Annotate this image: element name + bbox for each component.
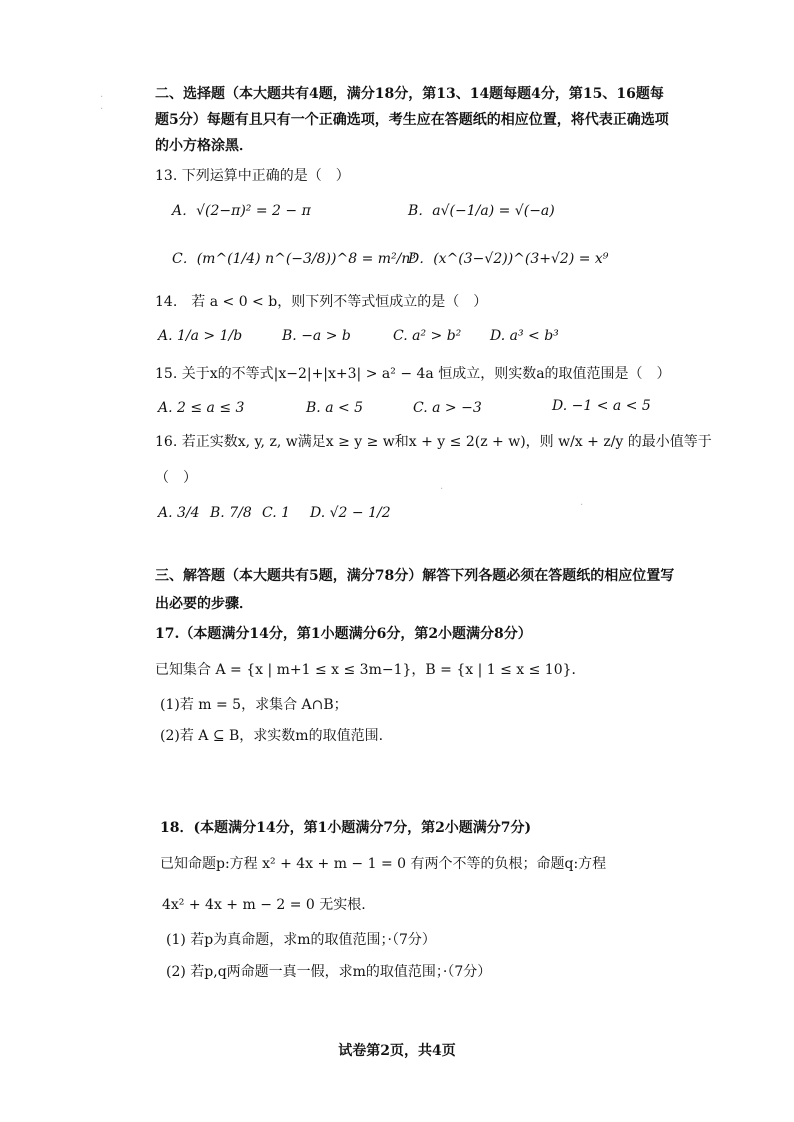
section3-title-line2: 出必要的步骤． (155, 596, 253, 612)
q13-option-a: A．√(2−π)² = 2 − π (172, 203, 311, 219)
q18-given-line1: 已知命题p:方程 x² + 4x + m − 1 = 0 有两个不等的负根；命题q:方程 (160, 856, 607, 872)
q13-option-b: B．a√(−1/a) = √(−a) (408, 203, 555, 219)
q14-option-a: A. 1/a > 1/b (158, 328, 243, 344)
q17-part2: (2)若 A ⊆ B，求实数m的取值范围. (160, 728, 384, 744)
section2-title-line2: 题5分）每题有且只有一个正确选项，考生应在答题纸的相应位置，将代表正确选项 (155, 112, 669, 128)
q14-stem: 14. 若 a < 0 < b，则下列不等式恒成立的是（ ） (155, 294, 488, 310)
q16-paren: （ ） (155, 470, 197, 486)
scan-speck: · (580, 500, 584, 511)
q16-option-a: A. 3/4 (158, 505, 200, 521)
scan-speck: · (100, 104, 104, 115)
q15-stem: 15. 关于x的不等式|x−2|+|x+3| > a² − 4a 恒成立，则实数a的取值范围是（ ） (155, 366, 671, 382)
q17-header: 17.（本题满分14分，第1小题满分6分，第2小题满分8分） (155, 626, 532, 642)
q18-part1: (1) 若p为真命题，求m的取值范围；·（7分） (166, 932, 436, 948)
q17-part1: (1)若 m = 5，求集合 A∩B； (160, 697, 348, 713)
q16-option-d: D. √2 − 1/2 (310, 505, 391, 521)
section2-title-line3: 的小方格涂黑． (155, 138, 253, 154)
q18-given-line2: 4x² + 4x + m − 2 = 0 无实根. (162, 897, 366, 913)
q14-option-b: B. −a > b (282, 328, 351, 344)
q16-stem: 16. 若正实数x, y, z, w满足x ≥ y ≥ w和x + y ≤ 2(z + w)，则 w/x + z/y 的最小值等于 (155, 434, 712, 450)
q18-header: 18．(本题满分14分，第1小题满分7分，第2小题满分7分) (160, 820, 532, 836)
q15-option-b: B. a < 5 (306, 400, 364, 416)
q14-option-d: D. a³ < b³ (490, 328, 559, 344)
q14-option-c: C. a² > b² (393, 328, 462, 344)
q17-given: 已知集合 A = {x | m+1 ≤ x ≤ 3m−1}，B = {x | 1 ≤ x ≤ 10}． (155, 662, 586, 678)
q16-option-b: B. 7/8 (210, 505, 252, 521)
q13-option-c: C．(m^(1/4) n^(−3/8))^8 = m²/n³ (172, 251, 416, 267)
q18-part2: (2) 若p,q两命题一真一假，求m的取值范围；·（7分） (166, 964, 492, 980)
page-footer: 试卷第2页，共4页 (338, 1043, 456, 1059)
scan-speck: · (440, 484, 444, 495)
section3-title-line1: 三、解答题（本大题共有5题，满分78分）解答下列各题必须在答题纸的相应位置写 (155, 568, 675, 584)
q15-option-c: C. a > −3 (413, 400, 482, 416)
q13-option-d: D．(x^(3−√2))^(3+√2) = x⁹ (408, 251, 609, 267)
q16-option-c: C. 1 (262, 505, 291, 521)
q13-stem: 13. 下列运算中正确的是（ ） (155, 168, 350, 184)
scan-speck: · (100, 92, 104, 103)
section2-title-line1: 二、选择题（本大题共有4题，满分18分，第13、14题每题4分，第15、16题每 (155, 86, 664, 102)
q15-option-d: D. −1 < a < 5 (552, 398, 651, 414)
q15-option-a: A. 2 ≤ a ≤ 3 (158, 400, 245, 416)
